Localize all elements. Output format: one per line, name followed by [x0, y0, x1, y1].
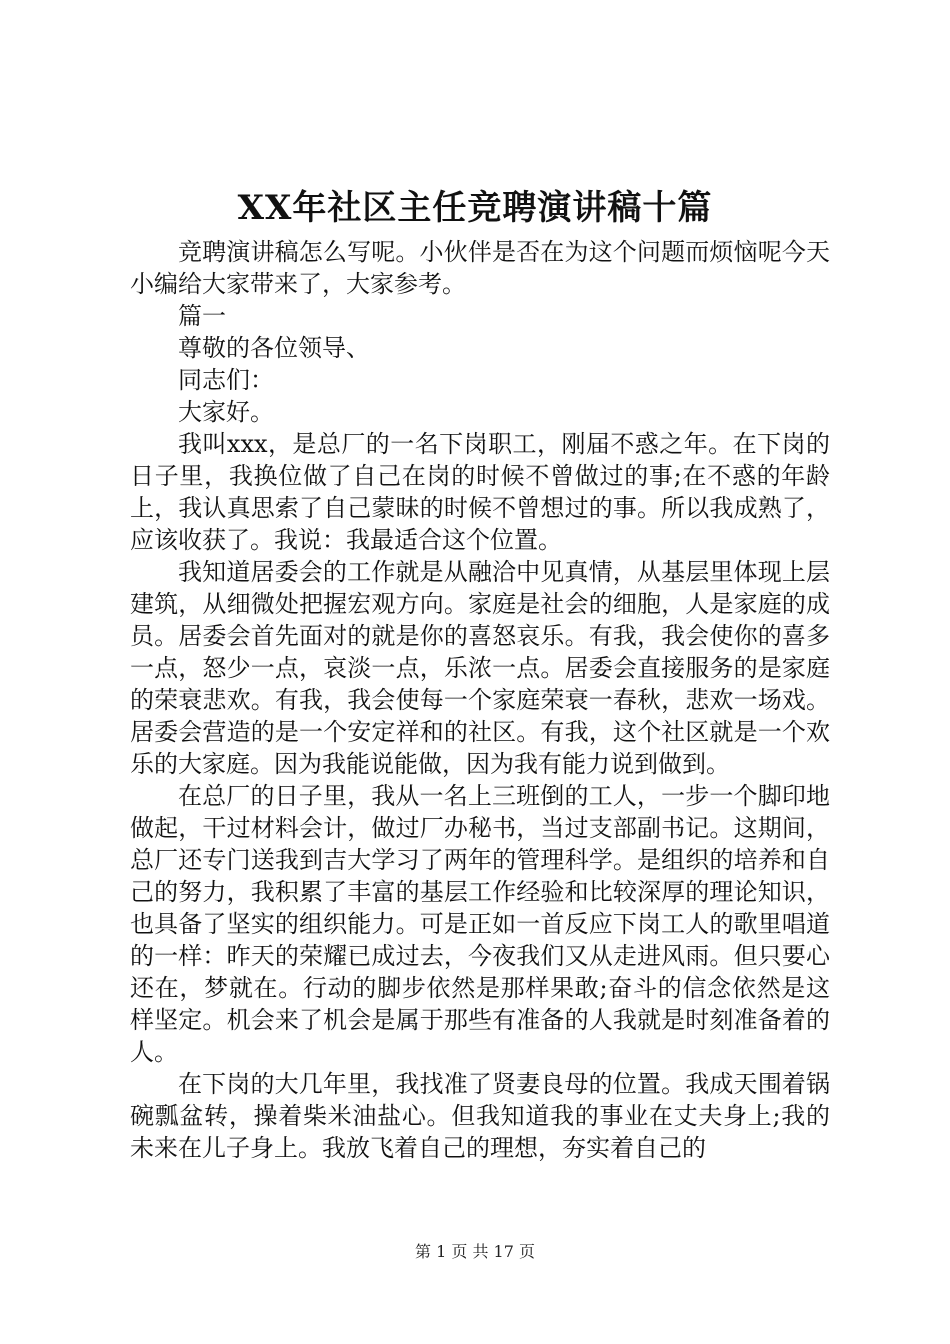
- body-paragraph: 我知道居委会的工作就是从融洽中见真情，从基层里体现上层建筑，从细微处把握宏观方向。家庭是社会的细胞，人是家庭的成员。居委会首先面对的就是你的喜怒哀乐。有我，我会使你的喜多一点，怒少一点，哀淡一点，乐浓一点。居委会直接服务的是家庭的荣衰悲欢。有我，我会使每一个家庭荣衰一春秋，悲欢一场戏。居委会营造的是一个安定祥和的社区。有我，这个社区就是一个欢乐的大家庭。因为我能说能做，因为我有能力说到做到。: [130, 558, 830, 778]
- document-title: XX年社区主任竞聘演讲稿十篇: [237, 188, 713, 228]
- body-paragraph: 在总厂的日子里，我从一名上三班倒的工人，一步一个脚印地做起，干过材料会计，做过厂办秘书，当过支部副书记。这期间，总厂还专门送我到吉大学习了两年的管理科学。是组织的培养和自己的努力，我积累了丰富的基层工作经验和比较深厚的理论知识，也具备了坚实的组织能力。可是正如一首反应下岗工人的歌里唱道的一样：昨天的荣耀已成过去，今夜我们又从走进风雨。但只要心还在，梦就在。行动的脚步依然是那样果敢;奋斗的信念依然是这样坚定。机会来了机会是属于那些有准备的人我就是时刻准备着的人。: [130, 782, 830, 1066]
- section-heading: 篇一: [178, 302, 226, 330]
- body-paragraph: 我叫xxx，是总厂的一名下岗职工，刚届不惑之年。在下岗的日子里，我换位做了自己在岗的时候不曾做过的事;在不惑的年龄上，我认真思索了自己蒙昧的时候不曾想过的事。所以我成熟了，应该收获了。我说：我最适合这个位置。: [130, 430, 830, 554]
- body-paragraph: 在下岗的大几年里，我找准了贤妻良母的位置。我成天围着锅碗瓢盆转，操着柴米油盐心。但我知道我的事业在丈夫身上;我的未来在儿子身上。我放飞着自己的理想，夯实着自己的: [130, 1070, 830, 1162]
- document-body: [130, 236, 830, 1164]
- greeting-line: 大家好。: [178, 398, 274, 426]
- salutation-line: 同志们：: [178, 366, 274, 394]
- salutation-line: 尊敬的各位领导、: [178, 334, 370, 362]
- page-number: 第 1 页 共 17 页: [415, 1242, 535, 1261]
- intro-paragraph: 竞聘演讲稿怎么写呢。小伙伴是否在为这个问题而烦恼呢今天小编给大家带来了，大家参考。: [130, 238, 830, 298]
